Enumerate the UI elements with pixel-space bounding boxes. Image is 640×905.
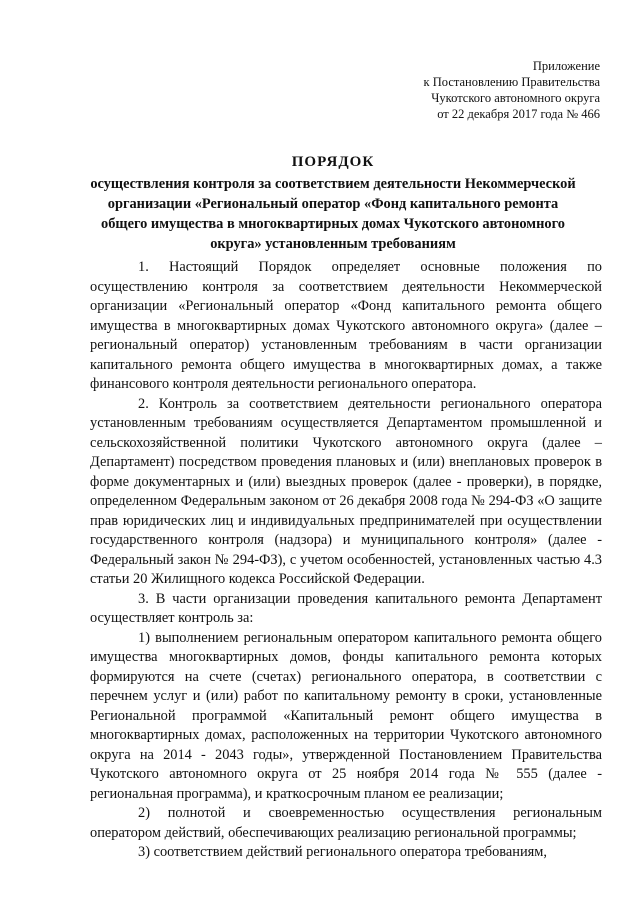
appendix-line: Чукотского автономного округа: [431, 91, 600, 105]
document-body: [90, 258, 602, 863]
paragraph-3-item-1: 1) выполнением региональным оператором капитального ремонта общего имущества многоквартирных домов, фонды капитального ремонта которых формируются на счете (счетах) регионального оператора, в соответствии с перечнем услуг и (или) работ по капитальному ремонту в сроки, установленные Региональной программой «Капитальный ремонт общего имущества в многоквартирных домах, расположенных на территории Чукотского автономного округа на 2014 - 2043 годы», утвержденной Постановлением Правительства Чукотского автономного округа от 25 ноября 2014 года № 555 (далее - региональная программа), и краткосрочным планом ее реализации;: [90, 629, 602, 802]
appendix-line: Приложение: [532, 59, 600, 73]
paragraph-2: 2. Контроль за соответствием деятельности регионального оператора установленным требованиям осуществляется Департаментом промышленной и сельскохозяйственной политики Чукотского автономного округа (далее – Департамент) посредством проведения плановых и (или) внеплановых проверок в форме документарных и (или) выездных проверок (далее - проверки), в порядке, определенном Федеральным законом от 26 декабря 2008 года № 294-ФЗ «О защите прав юридических лиц и индивидуальных предпринимателей при осуществлении государственного контроля (надзора) и муниципального контроля» (далее - Федеральный закон № 294-ФЗ), с учетом особенностей, установленных частью 4.3 статьи 20 Жилищного кодекса Российской Федерации.: [90, 395, 602, 587]
paragraph-3: 3. В части организации проведения капитального ремонта Департамент осуществляет контроль за:: [90, 590, 602, 626]
paragraph-3-item-3: 3) соответствием действий регионального оператора требованиям,: [138, 844, 547, 860]
paragraph-3-item-2: 2) полнотой и своевременностью осуществления региональным оператором действий, обеспечивающих реализацию региональной программы;: [90, 805, 602, 841]
appendix-line: к Постановлению Правительства: [423, 75, 600, 89]
paragraph-1: 1. Настоящий Порядок определяет основные положения по осуществлению контроля за соответствием деятельности Некоммерческой организации «Региональный оператор «Фонд капитального ремонта общего имущества в многоквартирных домах Чукотского автономного округа» (далее – региональный оператор) установленным требованиям в части организации капитального ремонта общего имущества в многоквартирных домах, а также финансового контроля деятельности регионального оператора.: [90, 259, 602, 392]
appendix-header: [370, 58, 600, 122]
document-title: ПОРЯДОК: [291, 154, 375, 170]
title-block: [88, 152, 578, 254]
document-subtitle: осуществления контроля за соответствием деятельности Некоммерческой организации «Региональный оператор «Фонд капитального ремонта общего имущества в многоквартирных домах Чукотского автономного округа» установленным требованиям: [90, 176, 576, 252]
appendix-line: от 22 декабря 2017 года № 466: [437, 107, 600, 121]
